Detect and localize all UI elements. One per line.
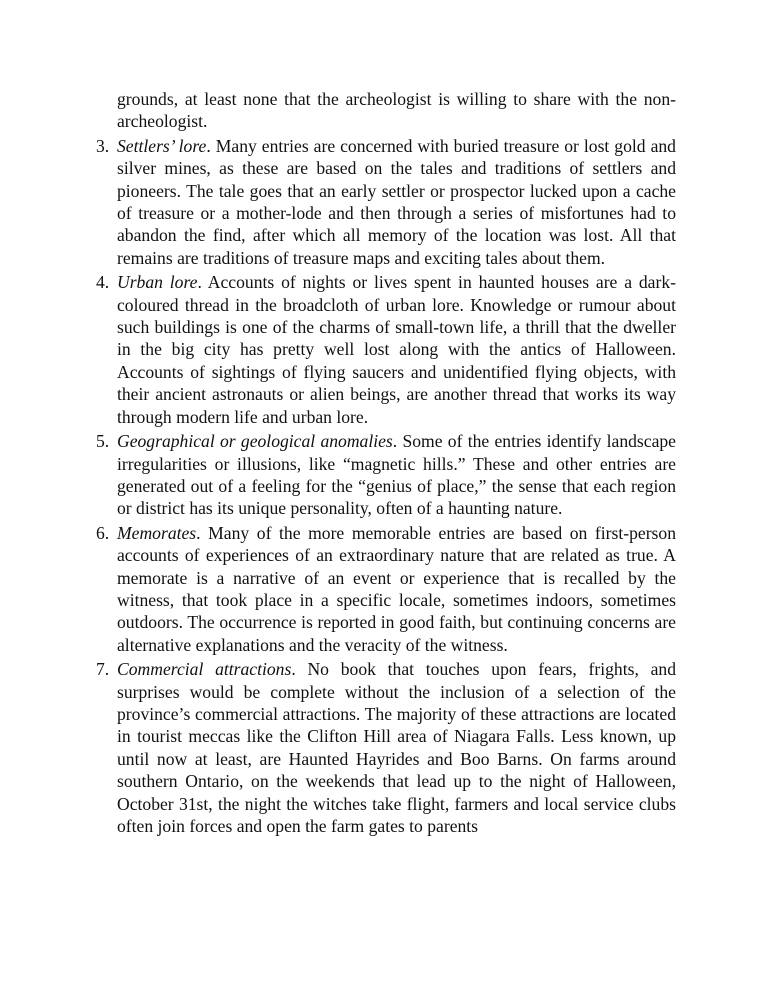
- item-title: Geographical or geological anomalies: [117, 431, 393, 452]
- page-body: [96, 88, 676, 839]
- item-text: . Many of the more memorable entries are based on first-person accounts of experiences of an extraordinary nature that are related as true. A memorate is a narrative of an event or experience that is recalled by the witness, that took place in a specific locale, sometimes indoors, sometimes outdoors. The occurrence is reported in good faith, but continuing concerns are alternative explanations and the veracity of the witness.: [117, 522, 676, 655]
- item-title: Commercial attractions: [117, 659, 292, 680]
- item-number: 4.: [96, 272, 110, 293]
- list-item-memorates: [96, 522, 676, 656]
- list-item-settlers-lore: [96, 135, 676, 269]
- item-title: Memorates: [117, 522, 197, 543]
- list-item-commercial-attractions: [96, 658, 676, 837]
- list-item-geographical-anomalies: [96, 430, 676, 520]
- item-number: 7.: [96, 659, 110, 680]
- item-number: 5.: [96, 431, 110, 452]
- item-title: Settlers’ lore: [117, 135, 207, 156]
- item-text: . Many entries are concerned with buried treasure or lost gold and silver mines, as these are based on the tales and traditions of settlers and pioneers. The tale goes that an early settler or prospector lucked upon a cache of treasure or a mother-lode and then through a series of misfortunes had to abandon the find, after which all memory of the location was lost. All that remains are traditions of treasure maps and exciting tales about them.: [117, 135, 676, 268]
- item-text: . Accounts of nights or lives spent in haunted houses are a dark-coloured thread in the broadcloth of urban lore. Knowledge or rumour about such buildings is one of the charms of small-town life, a thrill that the dweller in the big city has pretty well lost along with the antics of Halloween. Accounts of sightings of flying saucers and unidentified flying objects, with their ancient astronauts or alien beings, are another thread that works its way through modern life and urban lore.: [117, 272, 677, 427]
- item-number: 6.: [96, 522, 110, 543]
- item-text: . No book that touches upon fears, frights, and surprises would be complete without the inclusion of a selection of the province’s commercial attractions. The majority of these attractions are located in tourist meccas like the Clifton Hill area of Niagara Falls. Less known, up until now at least, are Haunted Hayrides and Boo Barns. On farms around southern Ontario, on the weekends that lead up to the night of Halloween, October 31st, the night the witches take flight, farmers and local service clubs often join forces and open the farm gates to parents: [117, 659, 677, 836]
- item-title: Urban lore: [117, 272, 198, 293]
- item-text: . Some of the entries identify landscape irregularities or illusions, like “magnetic hills.” These and other entries are generated out of a feeling for the “genius of place,” the sense that each region or district has its unique personality, often of a haunting nature.: [117, 431, 676, 519]
- continuation-paragraph: grounds, at least none that the archeologist is willing to share with the non-archeologist.: [117, 89, 676, 132]
- item-number: 3.: [96, 135, 110, 156]
- list-item-urban-lore: [96, 271, 676, 428]
